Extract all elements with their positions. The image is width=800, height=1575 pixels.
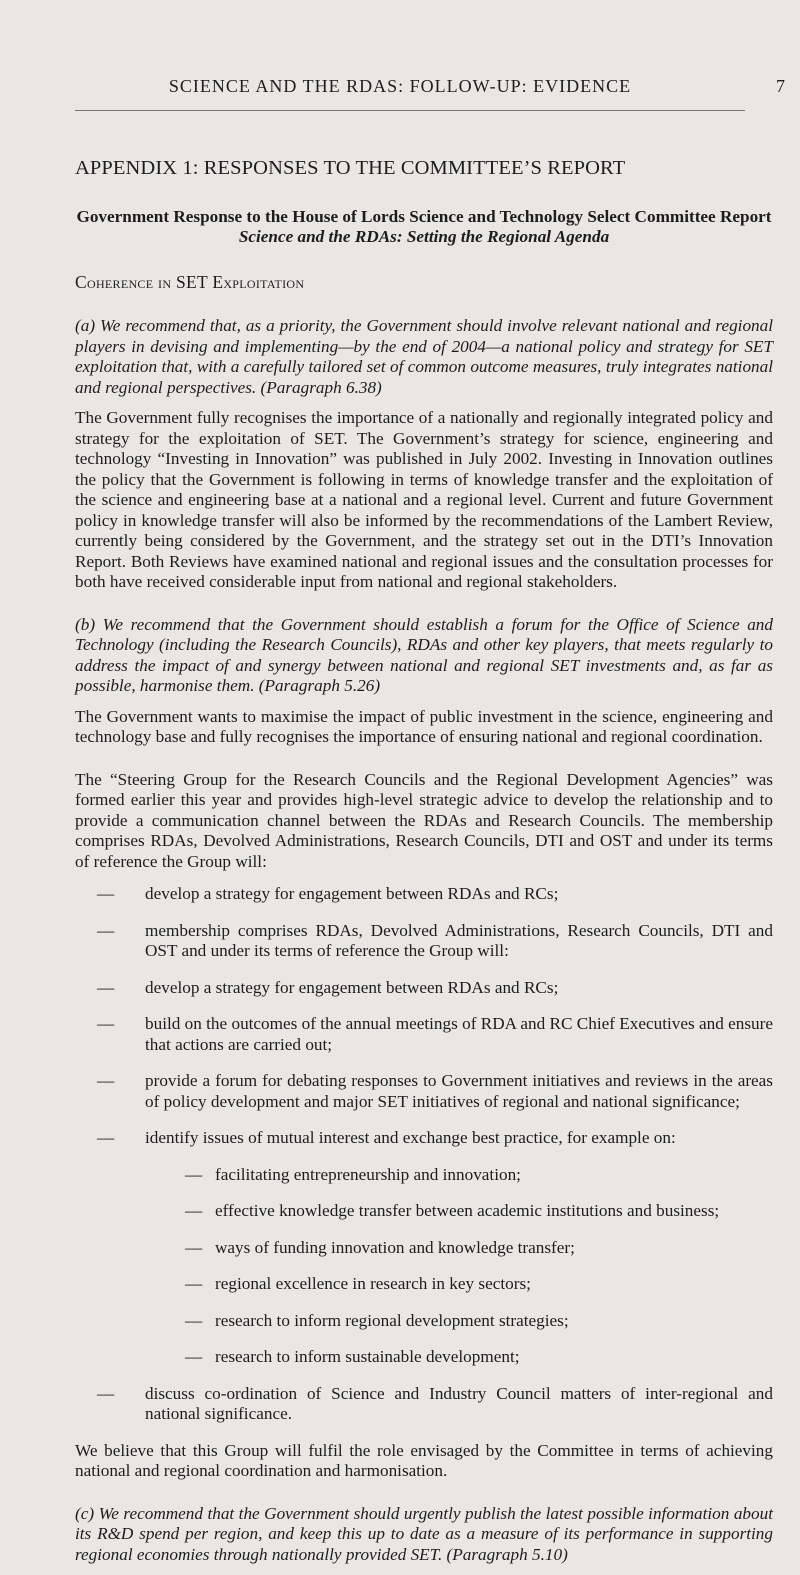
sub-list-item [115,1201,773,1222]
list-item [75,1014,773,1055]
sub-list-item-text: research to inform sustainable development; [215,1347,520,1366]
report-title: Science and the RDAs: Setting the Regional Agenda [238,227,610,246]
dash-marker: — [97,920,115,940]
sub-list-item [115,1311,773,1332]
dash-marker: — [185,1310,203,1330]
sub-list-item-text: effective knowledge transfer between academic institutions and business; [215,1201,720,1220]
running-title: SCIENCE AND THE RDAS: FOLLOW-UP: EVIDENCE [168,76,632,96]
page-body [75,158,773,1575]
page-number: 7 [776,76,785,96]
list-item-text: provide a forum for debating responses to Government initiatives and reviews in the areas of policy development and major SET initiatives of regional and national significance; [145,1071,773,1111]
dash-marker: — [185,1347,203,1366]
sub-list-item-text: facilitating entrepreneurship and innovation; [215,1164,521,1184]
dash-marker: — [185,1274,203,1293]
response-a: The Government fully recognises the importance of a nationally and regionally integrated policy and strategy for the exploitation of SET. The Government’s strategy for science, engineering and technology “Investing in Innovation” was published in July 2002. Investing in Innovation outlines the policy that the Government is following in terms of knowledge transfer and the exploitation of the science and engineering base at a national and a regional level. Current and future Government policy in knowledge transfer will also be informed by the recommendations of the Lambert Review, currently being considered by the Government, and the strategy set out in the DTI’s Innovation Report. Both Reviews have examined national and regional issues and the consultation processes for both have received considerable input from national and regional stakeholders. [75,408,773,591]
issues-sublist [145,1165,773,1368]
list-item [75,1128,773,1368]
recommendation-b: (b) We recommend that the Government should establish a forum for the Office of Science and Technology (including the Research Councils), RDAs and other key players, that meets regularly to address the impact of and synergy between national and regional SET investments and, as far as possible, harmonise them. (Paragraph 5.26) [75,614,773,695]
sub-list-item-text: regional excellence in research in key sectors; [215,1274,531,1293]
header-rule [75,110,745,111]
dash-marker: — [185,1201,203,1220]
section-heading: Coherence in SET Exploitation [75,271,305,292]
sub-list-item [115,1238,773,1259]
sub-list-item [115,1165,773,1186]
dash-marker: — [97,1128,115,1147]
response-b-paragraph-2: The “Steering Group for the Research Councils and the Regional Development Agencies” was formed earlier this year and provides high-level strategic advice to develop the relationship and to provide a communication channel between the RDAs and Research Councils. The membership comprises RDAs, Devolved Administrations, Research Councils, DTI and OST and under its terms of reference the Group will: [75,769,773,871]
dash-marker: — [97,1071,115,1090]
dash-marker: — [97,1383,115,1403]
list-item-text: develop a strategy for engagement between RDAs and RCs; [145,977,559,997]
terms-of-reference-list [75,884,773,1425]
response-b-paragraph-3: We believe that this Group will fulfil the role envisaged by the Committee in terms of achieving national and regional coordination and harmonisation. [75,1440,773,1480]
list-item [75,1071,773,1112]
dash-marker: — [185,1164,203,1184]
list-item [75,884,773,905]
list-item [75,978,773,999]
response-b-paragraph-1: The Government wants to maximise the impact of public investment in the science, engineering and technology base and fully recognises the importance of ensuring national and regional coordination. [75,706,773,746]
list-item [75,1384,773,1425]
dash-marker: — [97,1014,115,1033]
response-heading [75,207,773,248]
response-heading-text: Government Response to the House of Lords Science and Technology Select Committee Report [76,206,772,226]
appendix-title: APPENDIX 1: RESPONSES TO THE COMMITTEE’S REPORT [75,157,626,179]
list-item-text: build on the outcomes of the annual meetings of RDA and RC Chief Executives and ensure that actions are carried out; [145,1014,773,1054]
sub-list-item-text: research to inform regional development strategies; [215,1310,569,1330]
list-item-text: discuss co-ordination of Science and Industry Council matters of inter-regional and national significance. [145,1383,773,1423]
dash-marker: — [97,884,115,903]
list-item-text: identify issues of mutual interest and exchange best practice, for example on: [145,1128,676,1147]
recommendation-c: (c) We recommend that the Government should urgently publish the latest possible information about its R&D spend per region, and keep this up to date as a measure of its performance in supporting regional economies through nationally provided SET. (Paragraph 5.10) [75,1503,773,1564]
list-item-text: develop a strategy for engagement between RDAs and RCs; [145,884,559,903]
list-item [75,921,773,962]
dash-marker: — [185,1237,203,1257]
dash-marker: — [97,977,115,997]
list-item-text: membership comprises RDAs, Devolved Administrations, Research Councils, DTI and OST and under its terms of reference the Group will: [145,920,773,960]
sub-list-item [115,1274,773,1295]
sub-list-item [115,1347,773,1368]
recommendation-a: (a) We recommend that, as a priority, the Government should involve relevant national and regional players in devising and implementing—by the end of 2004—a national policy and strategy for SET exploitation that, with a carefully tailored set of common outcome measures, truly integrates national and regional perspectives. (Paragraph 6.38) [75,316,773,397]
sub-list-item-text: ways of funding innovation and knowledge transfer; [215,1237,575,1257]
